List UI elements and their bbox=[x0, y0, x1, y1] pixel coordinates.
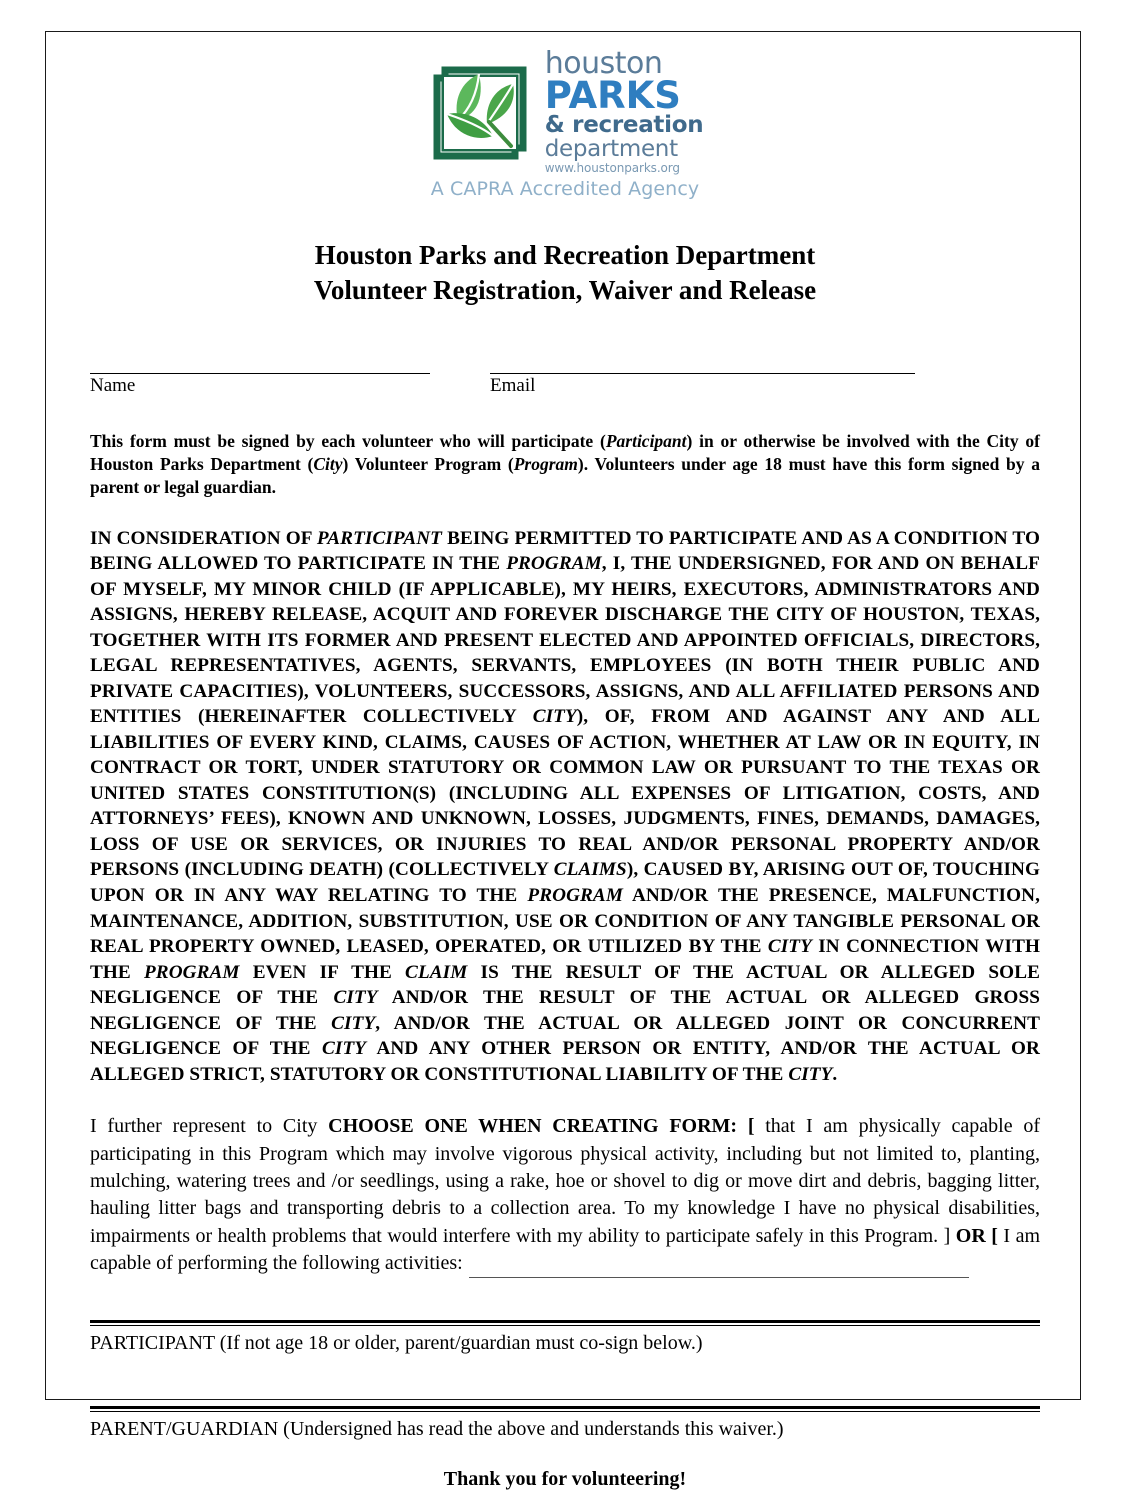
activities-input[interactable] bbox=[469, 1258, 969, 1278]
release-seg-11: , AND/OR THE ACTUAL OR ALLEGED JOINT OR CONCURRENT NEGLIGENCE OF THE bbox=[90, 1012, 1041, 1060]
release-seg-2: BEING PERMITTED TO PARTICIPATE AND AS A CONDITION TO BEING ALLOWED TO PARTICIPATE IN THE bbox=[90, 527, 1040, 575]
release-italic-claim: CLAIM bbox=[405, 961, 468, 983]
release-italic-city-1: CITY bbox=[532, 706, 577, 728]
release-seg-6: AND/OR THE PRESENCE, MALFUNCTION, MAINTENANCE, ADDITION, SUBSTITUTION, USE OR CONDITION OF ANY TANGIBLE PERSONAL OR REAL PROPERTY OWNED, LEASED, OPERATED, OR UTILIZED BY THE bbox=[90, 885, 1040, 958]
release-italic-city-3: CITY bbox=[333, 987, 378, 1009]
participant-signature-label: PARTICIPANT (If not age 18 or older, parent/guardian must co-sign below.) bbox=[90, 1331, 703, 1354]
release-seg-10: AND/OR THE RESULT OF THE ACTUAL OR ALLEGED GROSS NEGLIGENCE OF THE bbox=[90, 987, 1040, 1034]
release-italic-city-6: CITY bbox=[788, 1063, 833, 1085]
release-seg-13: . bbox=[832, 1063, 838, 1085]
represent-seg-1: I further represent to City bbox=[90, 1115, 329, 1138]
logo-line-parks: PARKS bbox=[544, 73, 681, 117]
release-seg-3: , I, THE UNDERSIGNED, FOR AND ON BEHALF OF MYSELF, MY MINOR CHILD (IF APPLICABLE), MY HEIRS, EXECUTORS, ADMINISTRATORS AND ASSIGNS, HEREBY RELEASE, ACQUIT AND FOREVER DISCHARGE THE CITY OF HOUSTON, TEXAS, TOGETHER WITH ITS FORMER AND PRESENT ELECTED AND APPOINTED OFFICIALS, DIRECTORS, LEGAL REPRESENTATIVES, AGENTS, SERVANTS, EMPLOYEES (IN BOTH THEIR PUBLIC AND PRIVATE CAPACITIES), VOLUNTEERS, SUCCESSORS, ASSIGNS, AND ALL AFFILIATED PERSONS AND ENTITIES (HEREINAFTER COLLECTIVELY bbox=[90, 553, 1041, 728]
name-email-row bbox=[90, 353, 1040, 398]
page-title-line-1: Houston Parks and Recreation Department bbox=[314, 240, 816, 271]
logo-website-url: www.houstonparks.org bbox=[544, 161, 680, 176]
intro-paragraph bbox=[90, 430, 1040, 498]
release-seg-5: ), CAUSED BY, ARISING OUT OF, TOUCHING UPON OR IN ANY WAY RELATING TO THE bbox=[90, 859, 1040, 906]
release-italic-participant: PARTICIPANT bbox=[316, 527, 443, 549]
guardian-signature-label: PARENT/GUARDIAN (Undersigned has read the above and understands this waiver.) bbox=[90, 1417, 784, 1440]
release-italic-claims: CLAIMS bbox=[553, 859, 627, 881]
logo-line-department: department bbox=[544, 136, 678, 163]
intro-italic-participant: Participant bbox=[605, 431, 687, 452]
intro-text-c: ) Volunteer Program ( bbox=[342, 454, 514, 475]
release-italic-city-4: CITY bbox=[331, 1012, 376, 1034]
logo-main-row bbox=[427, 48, 704, 174]
release-seg-8: EVEN IF THE bbox=[239, 961, 406, 983]
release-italic-city-2: CITY bbox=[767, 936, 812, 958]
intro-text-b: ) in or otherwise be involved with the City of Houston Parks Department ( bbox=[90, 431, 1040, 475]
name-field-group bbox=[90, 353, 430, 398]
logo-wordmark bbox=[545, 48, 704, 174]
release-seg-4: ), OF, FROM AND AGAINST ANY AND ALL LIABILITIES OF EVERY KIND, CLAIMS, CAUSES OF ACTION, WHETHER AT LAW OR IN EQUITY, IN CONTRACT OR TORT, UNDER STATUTORY OR COMMON LAW OR PURSUANT TO THE TEXAS OR UNITED STATES CONSTITUTION(S) (INCLUDING ALL EXPENSES OF LITIGATION, COSTS, AND ATTORNEYS’ FEES), KNOWN AND UNKNOWN, LOSSES, JUDGMENTS, FINES, DEMANDS, DAMAGES, LOSS OF USE OR SERVICES, OR INJURIES TO REAL AND/OR PERSONAL PROPERTY AND/OR PERSONS (INCLUDING DEATH) (COLLECTIVELY bbox=[90, 706, 1040, 881]
represent-seg-2: that I am physically capable of participating in this Program which may involve vigorous physical activity, including but not limited to, planting, mulching, watering trees and /or seedlings, using a rake, hoe or shovel to dig or move dirt and debris, bagging litter, hauling litter bags and transporting debris to a collection area. To my knowledge I have no physical disabilities, impairments or health problems that would interfere with my ability to participate safely in this Program. ] bbox=[90, 1115, 1041, 1247]
release-seg-9: IS THE RESULT OF THE ACTUAL OR ALLEGED SOLE NEGLIGENCE OF THE bbox=[90, 961, 1041, 1009]
page-title bbox=[90, 238, 1040, 307]
release-italic-program-3: PROGRAM bbox=[143, 961, 240, 983]
name-label: Name bbox=[90, 374, 136, 396]
capra-accreditation-text: A CAPRA Accredited Agency bbox=[430, 178, 700, 201]
represent-bold-or: OR [ bbox=[950, 1224, 998, 1247]
intro-italic-program: Program bbox=[513, 454, 578, 475]
document-page bbox=[90, 40, 1040, 1491]
release-seg-7: IN CONNECTION WITH THE bbox=[90, 936, 1041, 983]
release-italic-program-2: PROGRAM bbox=[527, 885, 623, 906]
email-input[interactable] bbox=[490, 353, 915, 374]
release-seg-12: AND ANY OTHER PERSON OR ENTITY, AND/OR THE ACTUAL OR ALLEGED STRICT, STATUTORY OR CONSTITUTIONAL LIABILITY OF THE bbox=[90, 1038, 1041, 1085]
logo-line-recreation: & recreation bbox=[544, 112, 704, 139]
thank-you-message: Thank you for volunteering! bbox=[443, 1467, 687, 1490]
email-label: Email bbox=[490, 374, 536, 396]
intro-italic-city: City bbox=[313, 454, 343, 475]
intro-text-d: ). Volunteers under age 18 must have this form signed by a parent or legal guardian. bbox=[90, 454, 1040, 497]
leaf-in-square-icon bbox=[427, 48, 539, 160]
organization-logo bbox=[90, 40, 1040, 200]
page-title-line-2: Volunteer Registration, Waiver and Release bbox=[313, 274, 817, 305]
release-seg-1: IN CONSIDERATION OF bbox=[90, 527, 317, 549]
release-italic-program-1: PROGRAM bbox=[506, 553, 602, 575]
representation-paragraph bbox=[90, 1113, 1040, 1277]
name-input[interactable] bbox=[90, 353, 430, 374]
release-italic-city-5: CITY bbox=[321, 1038, 367, 1060]
field-spacer bbox=[430, 353, 490, 398]
represent-seg-3: I am capable of performing the following activities: bbox=[90, 1224, 1040, 1275]
email-field-group bbox=[490, 353, 915, 398]
guardian-signature-block bbox=[90, 1406, 1040, 1442]
logo-line-houston: houston bbox=[544, 46, 663, 81]
represent-bold-choose-one: CHOOSE ONE WHEN CREATING FORM: [ bbox=[328, 1115, 755, 1138]
release-paragraph bbox=[90, 526, 1040, 1088]
participant-signature-block bbox=[90, 1320, 1040, 1356]
intro-text-a: This form must be signed by each volunteer who will participate ( bbox=[90, 431, 606, 452]
